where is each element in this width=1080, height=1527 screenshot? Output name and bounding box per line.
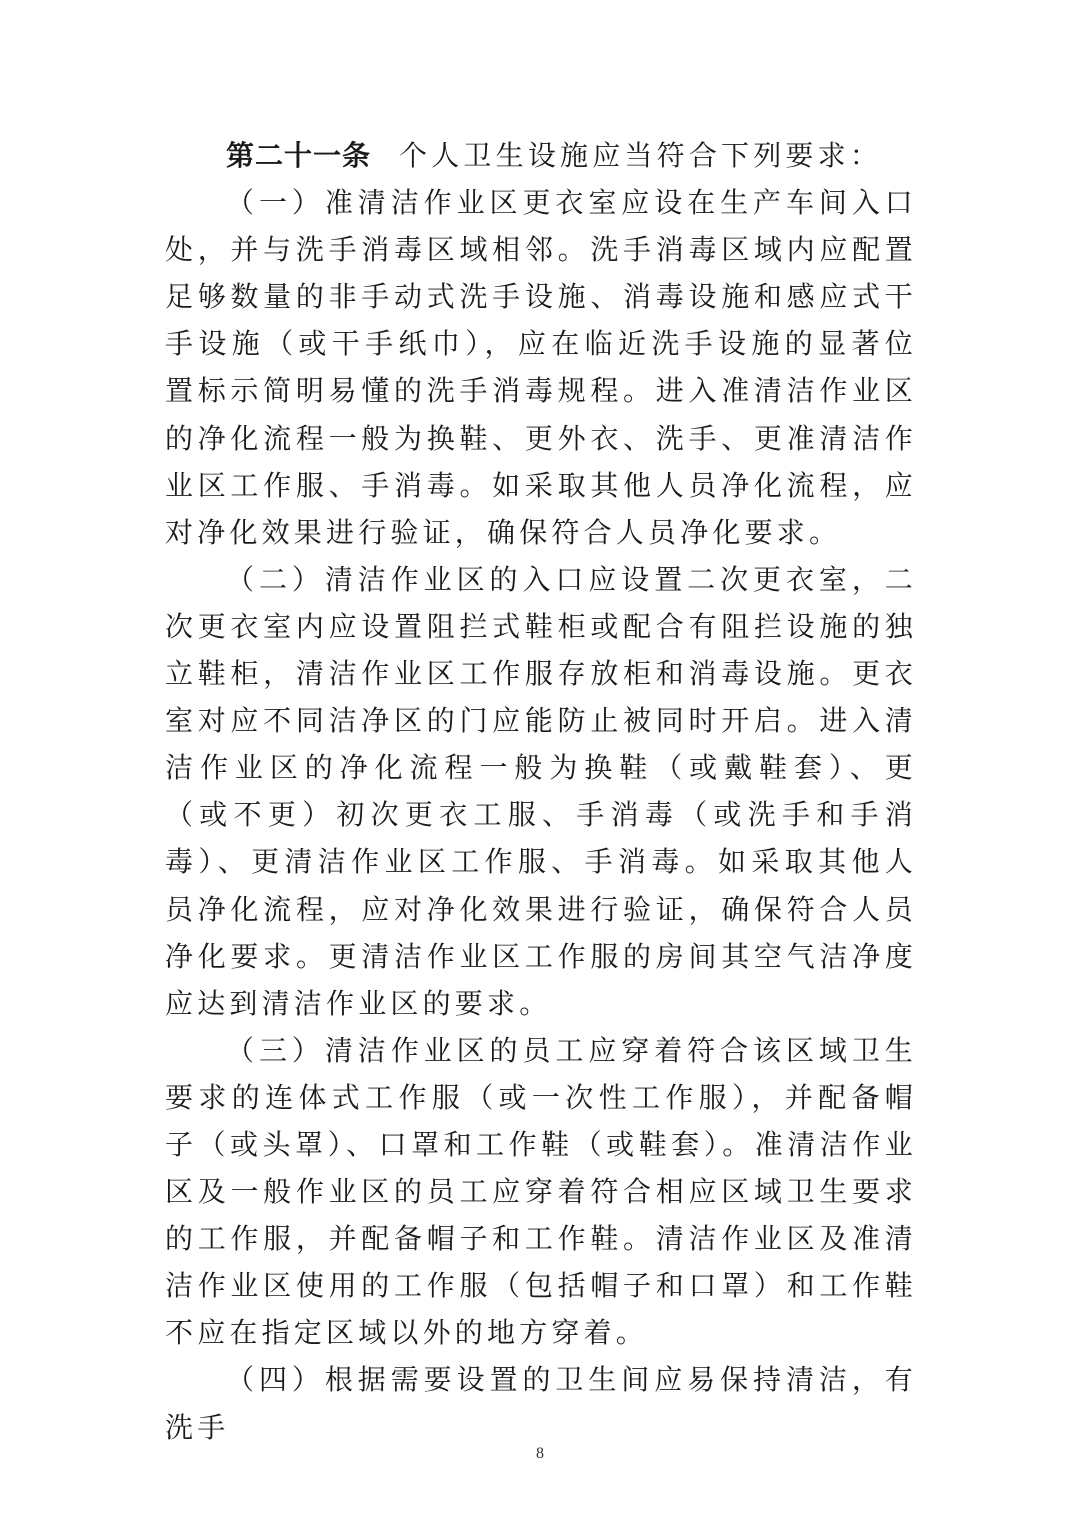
clause-text: 清洁作业区的入口应设置二次更衣室，二次更衣室内应设置阻拦式鞋柜或配合有阻拦设施的独立鞋柜，清洁作业区工作服存放柜和消毒设施。更衣室对应不同洁净区的门应能防止被同时开启。进入清洁作业区的净化流程一般为换鞋（或戴鞋套）、更（或不更）初次更衣工服、手消毒（或洗手和手消毒）、更清洁作业区工作服、手消毒。如采取其他人员净化流程，应对净化效果进行验证，确保符合人员净化要求。更清洁作业区工作服的房间其空气洁净度应达到清洁作业区的要求。 [165, 562, 917, 1020]
article-intro-paragraph [165, 132, 917, 179]
clause-paragraph-4 [165, 1356, 917, 1450]
clause-paragraph-2 [165, 556, 917, 1027]
clause-paragraph-1 [165, 179, 917, 556]
article-heading: 第二十一条 [226, 139, 372, 172]
clause-text: 准清洁作业区更衣室应设在生产车间入口处，并与洗手消毒区域相邻。洗手消毒区域内应配置足够数量的非手动式洗手设施、消毒设施和感应式干手设施（或干手纸巾），应在临近洗手设施的显著位置标示简明易懂的洗手消毒规程。进入准清洁作业区的净化流程一般为换鞋、更外衣、洗手、更准清洁作业区工作服、手消毒。如采取其他人员净化流程，应对净化效果进行验证，确保符合人员净化要求。 [165, 186, 917, 549]
clause-label: （二） [226, 562, 325, 596]
clause-text: 清洁作业区的员工应穿着符合该区域卫生要求的连体式工作服（或一次性工作服），并配备帽子（或头罩）、口罩和工作鞋（或鞋套）。准清洁作业区及一般作业区的员工应穿着符合相应区域卫生要求的工作服，并配备帽子和工作鞋。清洁作业区及准清洁作业区使用的工作服（包括帽子和口罩）和工作鞋不应在指定区域以外的地方穿着。 [165, 1033, 917, 1350]
page-number: 8 [536, 1445, 544, 1462]
clause-paragraph-3 [165, 1027, 917, 1357]
clause-label: （三） [226, 1033, 325, 1067]
clause-label: （四） [226, 1363, 325, 1397]
document-body [165, 132, 917, 1451]
article-intro: 个人卫生设施应当符合下列要求： [399, 139, 883, 172]
clause-text: 根据需要设置的卫生间应易保持清洁，有洗手 [165, 1363, 917, 1444]
clause-label: （一） [226, 186, 325, 220]
